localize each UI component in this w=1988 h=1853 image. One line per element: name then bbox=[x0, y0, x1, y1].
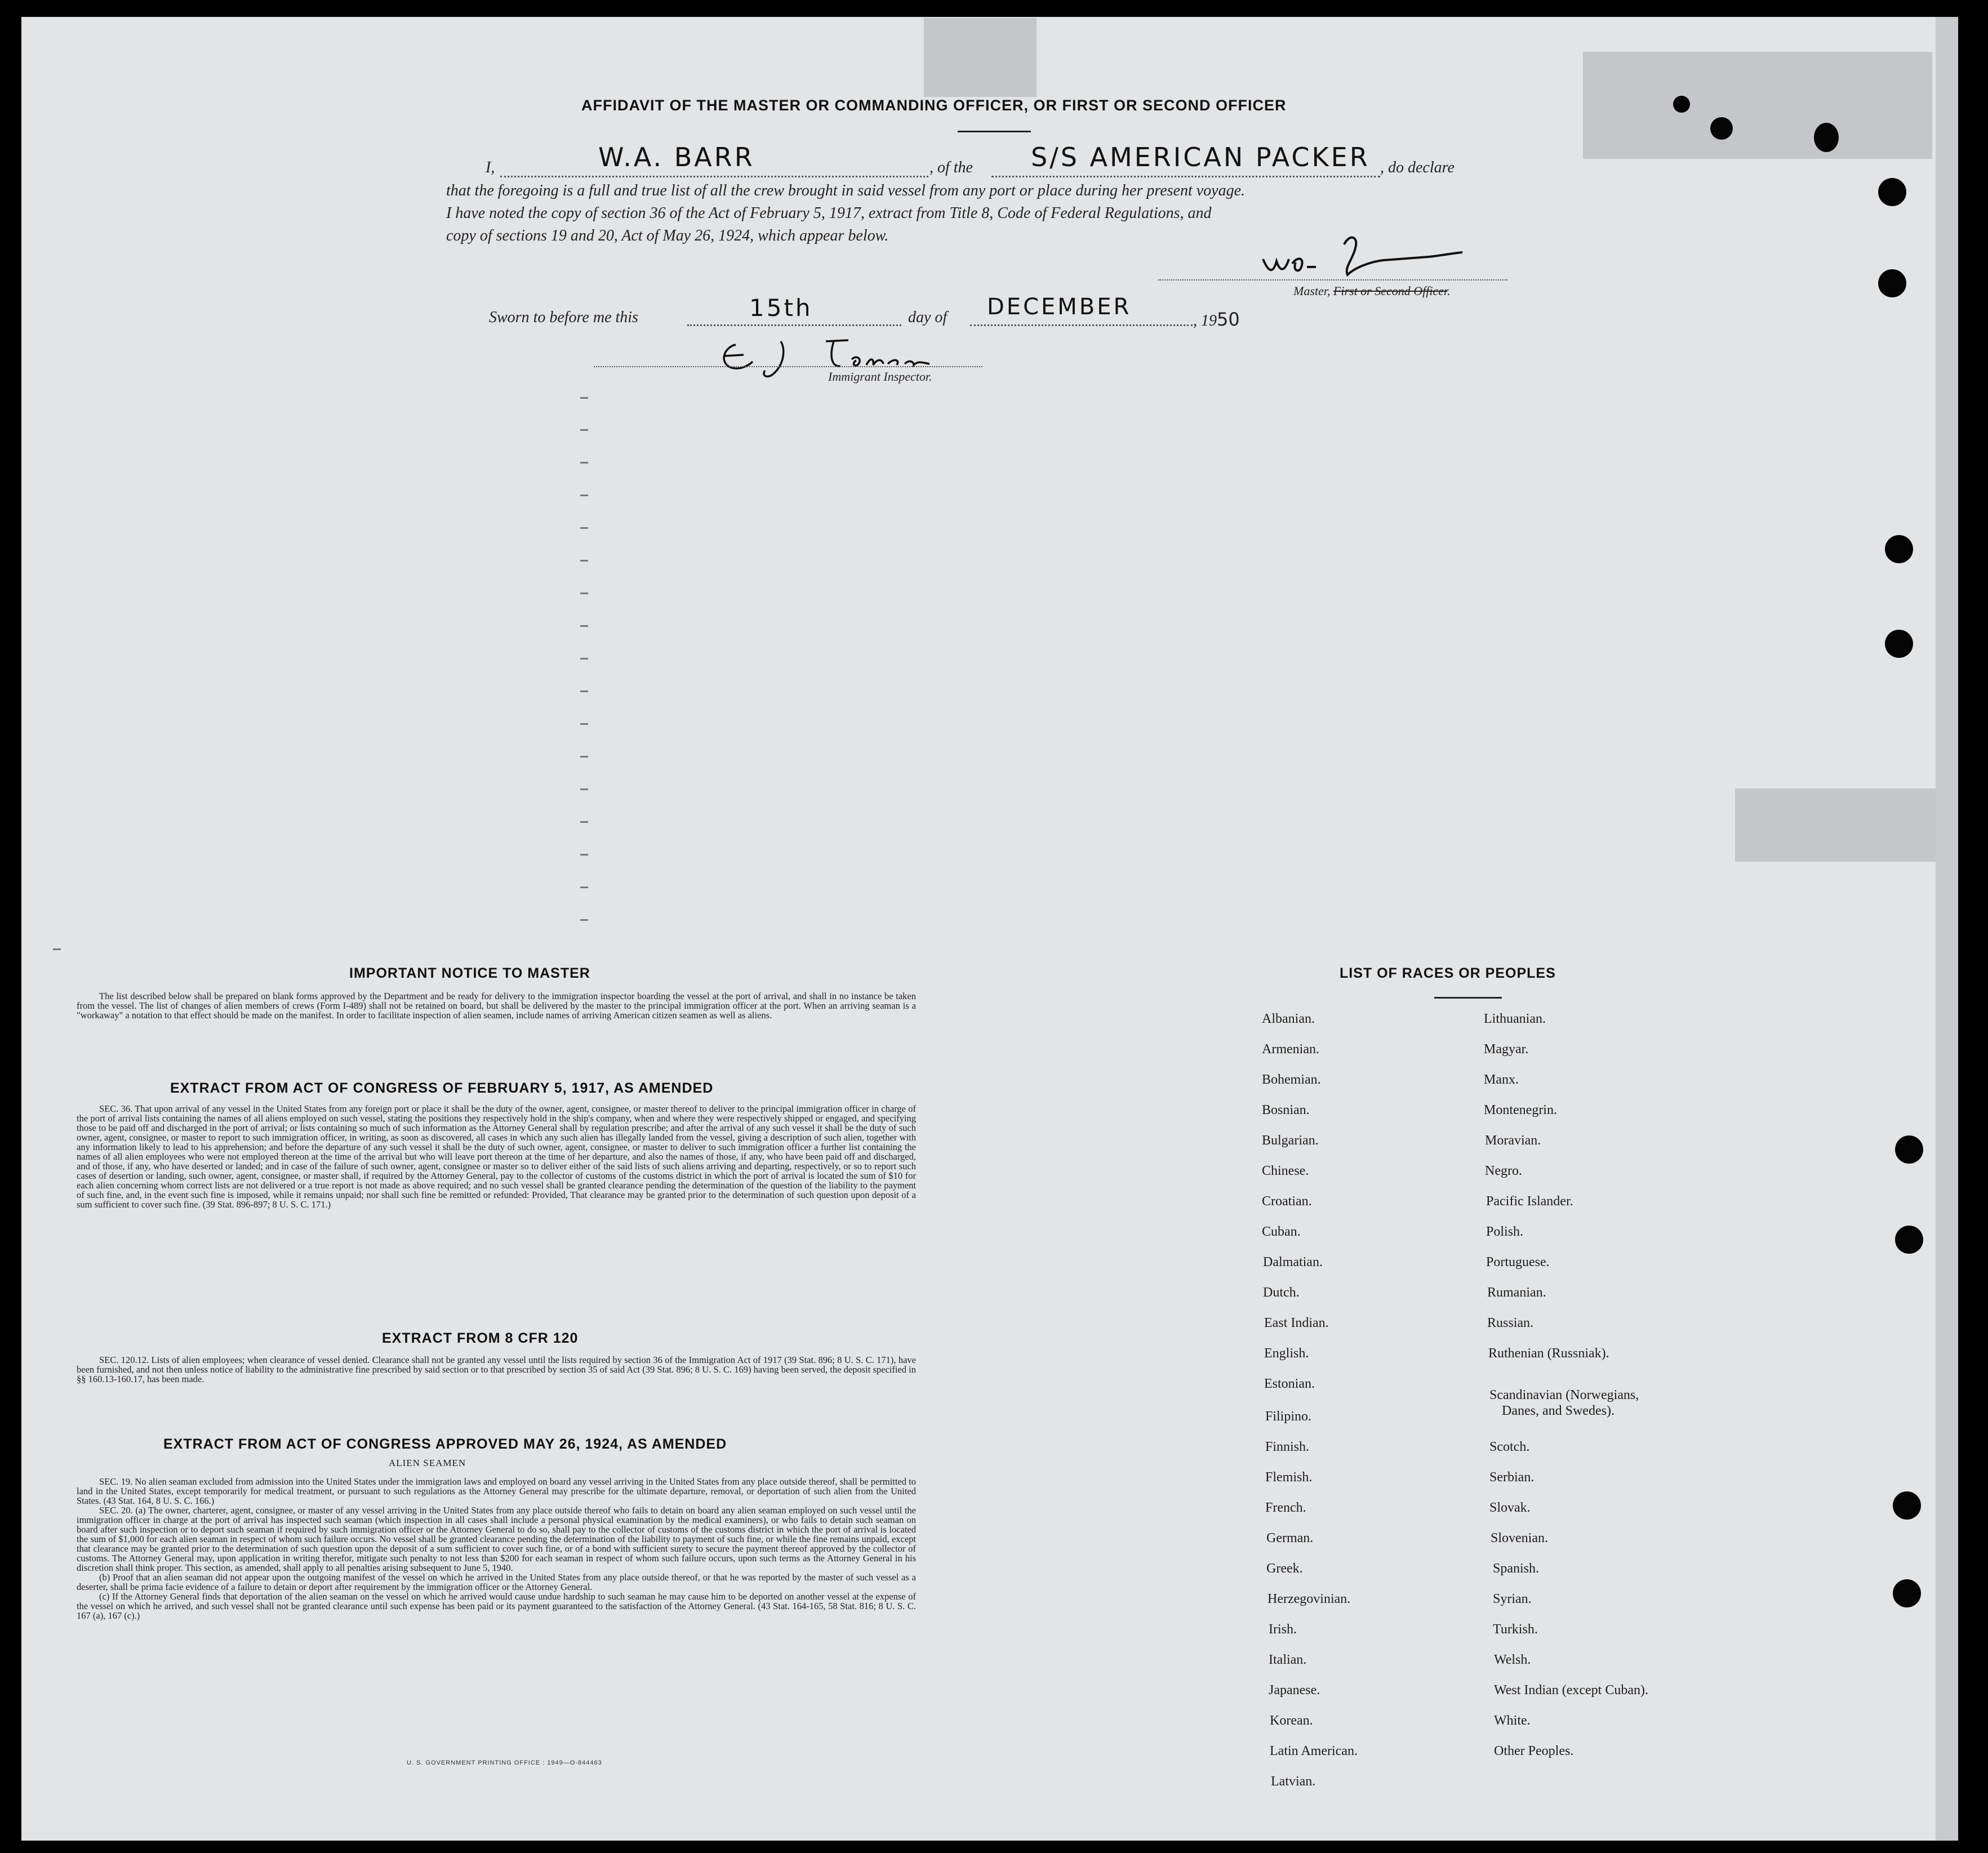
declaration-line-2: that the foregoing is a full and true list of all the crew brought in said vessel from any port or place during her present voyage. bbox=[446, 182, 1246, 199]
race-item: Latvian. bbox=[1271, 1774, 1316, 1789]
sworn-label: Sworn to before me this bbox=[489, 309, 638, 326]
margin-tick bbox=[580, 919, 588, 921]
race-item: Polish. bbox=[1486, 1224, 1524, 1239]
notice-title: IMPORTANT NOTICE TO MASTER bbox=[349, 965, 590, 981]
race-item: Herzegovinian. bbox=[1267, 1592, 1351, 1606]
race-item: Lithuanian. bbox=[1484, 1012, 1546, 1026]
signature-line bbox=[1158, 279, 1507, 280]
race-item: Slovak. bbox=[1489, 1500, 1531, 1515]
margin-tick bbox=[580, 691, 588, 692]
year-handwritten: 50 bbox=[1217, 309, 1240, 330]
year-label bbox=[1193, 309, 1240, 330]
race-item: Manx. bbox=[1484, 1072, 1519, 1087]
race-item: Turkish. bbox=[1493, 1622, 1538, 1637]
race-item: Montenegrin. bbox=[1484, 1103, 1557, 1117]
race-item: Ruthenian (Russniak). bbox=[1488, 1346, 1609, 1361]
race-item: French. bbox=[1265, 1500, 1306, 1515]
margin-tick bbox=[580, 593, 588, 594]
race-item: Other Peoples. bbox=[1494, 1744, 1574, 1758]
race-item: Serbian. bbox=[1489, 1470, 1535, 1485]
race-item: Albanian. bbox=[1262, 1012, 1315, 1026]
notice-paragraph: The list described below shall be prepared on blank forms approved by the Department and be ready for delivery to the immigration inspector boarding the vessel at the port of arrival, and shall in no instance be taken from the vessel. The list of changes of alien members of crews (Form I-489) shall not be retained on board, but shall be delivered by the master to the principal immigration officer at the port. When an arriving seaman is a "workaway" a notation to that effect should be made on the manifest. In order to facilitate inspection of alien seamen, include names of arriving American citizen seamen as well as aliens. bbox=[77, 991, 916, 1021]
race-item: Rumanian. bbox=[1487, 1285, 1546, 1300]
race-item: Chinese. bbox=[1262, 1164, 1309, 1178]
sworn-day: 15th bbox=[749, 294, 813, 322]
declaration-line-4: copy of sections 19 and 20, Act of May 26, 1924, which appear below. bbox=[446, 227, 889, 244]
margin-tick bbox=[580, 560, 588, 562]
margin-tick bbox=[580, 462, 588, 464]
race-item: Danes, and Swedes). bbox=[1502, 1404, 1615, 1418]
extract-1917-body bbox=[77, 1104, 916, 1209]
master-name: W.A. BARR bbox=[598, 142, 755, 172]
day-of-label: day of bbox=[908, 309, 948, 326]
margin-tick bbox=[580, 821, 588, 823]
binder-hole bbox=[1893, 1491, 1921, 1520]
race-item: Pacific Islander. bbox=[1486, 1194, 1573, 1209]
signature-caption-suffix: . bbox=[1447, 284, 1451, 298]
races-rule bbox=[1434, 997, 1502, 999]
binder-hole bbox=[1895, 1135, 1923, 1164]
race-item: Welsh. bbox=[1494, 1652, 1531, 1667]
signature-caption-prefix: Master, bbox=[1293, 284, 1331, 298]
extract-1924-paragraph: (c) If the Attorney General finds that deportation of the alien seaman on the vessel on which he arrived would cause undue hardship to such seaman he may cause him to be deported on another vessel at the expense of the vessel on which he arrived, and such vessel shall not be granted clearance until such expense has been paid or its payment guaranteed to the satisfaction of the Attorney General. (43 Stat. 164-165, 58 Stat. 816; 8 U. S. C. 167 (a), 167 (c).) bbox=[77, 1591, 916, 1621]
margin-tick bbox=[580, 397, 588, 399]
year-prefix: , 19 bbox=[1193, 312, 1217, 329]
declaration-line-3: I have noted the copy of section 36 of the Act of February 5, 1917, extract from Title 8, Code of Federal Regulations, and bbox=[446, 204, 1212, 222]
signature-caption-struck: First or Second Officer bbox=[1333, 284, 1448, 298]
margin-tick bbox=[580, 495, 588, 496]
scan-smudge bbox=[1735, 789, 1936, 862]
vessel-line bbox=[991, 176, 1380, 177]
races-title: LIST OF RACES OR PEOPLES bbox=[1340, 965, 1556, 981]
race-item: Bosnian. bbox=[1262, 1103, 1310, 1117]
race-item: Armenian. bbox=[1262, 1042, 1319, 1057]
printing-office-footer: U. S. GOVERNMENT PRINTING OFFICE : 1949—O-844463 bbox=[407, 1760, 602, 1766]
race-item: Dalmatian. bbox=[1263, 1255, 1323, 1270]
race-item: Scotch. bbox=[1489, 1440, 1530, 1454]
extract-8cfr-body bbox=[77, 1355, 916, 1384]
race-item: Estonian. bbox=[1264, 1377, 1315, 1391]
name-line bbox=[500, 176, 928, 177]
extract-1924-subtitle: ALIEN SEAMEN bbox=[389, 1458, 466, 1468]
inspector-line bbox=[594, 366, 982, 367]
blot-mark bbox=[1814, 123, 1839, 152]
margin-tick bbox=[580, 723, 588, 725]
race-item: Cuban. bbox=[1262, 1224, 1301, 1239]
margin-tick bbox=[580, 789, 588, 790]
scan-smudge bbox=[1583, 52, 1932, 159]
page-edge bbox=[1936, 17, 1958, 1841]
race-item: Negro. bbox=[1485, 1164, 1522, 1178]
extract-1924-paragraph: SEC. 19. No alien seaman excluded from admission into the United States under the immigration laws and employed on board any vessel arriving in the United States from any place outside thereof, shall be permitted to land in the United States, except temporarily for medical treatment, or pursuant to such regulations as the Attorney General may prescribe for the ultimate departure, removal, or deportation of such alien from the United States. (43 Stat. 164, 8 U. S. C. 166.) bbox=[77, 1476, 916, 1506]
binder-hole bbox=[1893, 1579, 1921, 1607]
extract-1917-paragraph: SEC. 36. That upon arrival of any vessel in the United States from any foreign port or place it shall be the duty of the owner, agent, consignee, or master thereof to deliver to the principal immigration officer in charge of the port of arrival lists containing the names of all aliens employed on such vessel, stating the positions they respectively hold in the ship's company, when and where they were respectively shipped or engaged, and specifying those to be paid off and discharged in the port of arrival; or lists containing so much of such information as the Attorney General shall by regulation prescribe; and after the arrival of any such vessel it shall be the duty of such owner, agent, consignee, or master to report to such immigration officer, in writing, as soon as discovered, all cases in which any such alien has illegally landed from the vessel, giving a description of such alien, together with any information likely to lead to his apprehension; and before the departure of any such vessel it shall be the duty of such owner, agent, consignee, or master to deliver to such immigration officer a further list containing the names of all alien employees who were not employed thereon at the time of the arrival but who will leave port thereon at the time of her departure, and also the names of those, if any, who have been paid off and discharged, and of those, if any, who have deserted or landed; and in case of the failure of such owner, agent, consignee or master so to deliver either of the said lists of such aliens arriving and departing, respectively, or so to report such cases of desertion or landing, such owner, agent, consignee, or master shall, if required by the Attorney General, pay to the collector of customs of the customs district in which the port of arrival is located the sum of $10 for each alien concerning whom correct lists are not delivered or a true report is not made as above required; and no such vessel shall be granted clearance pending the determination of the question of the liability to the payment of such fine, and, in the event such fine is imposed, while it remains unpaid; nor shall such fine be remitted or refunded: Provided, That clearance may be granted prior to the determination of such question upon deposit of a sum sufficient to cover such fine. (39 Stat. 896-897; 8 U. S. C. 171.) bbox=[77, 1103, 916, 1210]
extract-1924-body bbox=[77, 1477, 916, 1620]
race-item: Korean. bbox=[1270, 1713, 1313, 1728]
extract-8cfr-title: EXTRACT FROM 8 CFR 120 bbox=[382, 1330, 579, 1346]
race-item: Portuguese. bbox=[1486, 1255, 1550, 1270]
race-item: English. bbox=[1264, 1346, 1309, 1361]
race-item: White. bbox=[1494, 1713, 1531, 1728]
declare-label: , do declare bbox=[1380, 159, 1455, 176]
race-item: Bohemian. bbox=[1262, 1072, 1321, 1087]
race-item: Filipino. bbox=[1265, 1409, 1312, 1424]
scan-smudge bbox=[924, 18, 1037, 97]
extract-1917-title: EXTRACT FROM ACT OF CONGRESS OF FEBRUARY 5, 1917, AS AMENDED bbox=[170, 1080, 714, 1096]
race-item: Magyar. bbox=[1484, 1042, 1529, 1057]
race-item: Flemish. bbox=[1265, 1470, 1313, 1485]
binder-hole bbox=[1878, 178, 1906, 206]
blot-mark bbox=[1710, 117, 1733, 140]
race-item: East Indian. bbox=[1264, 1316, 1329, 1330]
race-item: Scandinavian (Norwegians, bbox=[1489, 1388, 1639, 1402]
title-rule bbox=[958, 131, 1031, 132]
margin-tick bbox=[580, 854, 588, 856]
master-signature bbox=[1260, 228, 1474, 284]
margin-tick bbox=[580, 625, 588, 627]
extract-8cfr-paragraph: SEC. 120.12. Lists of alien employees; when clearance of vessel denied. Clearance shall not be granted any vessel until the lists required by section 36 of the Immigration Act of 1917 (39 Stat. 896; 8 U. S. C. 171), have been furnished, and not then unless notice of liability to the administrative fine prescribed by said section or to that prescribed by section 35 of said Act (39 Stat. 896; 8 U. S. C. 169) having been served, the deposit specified in §§ 160.13-160.17, has been made. bbox=[77, 1355, 916, 1384]
race-item: Bulgarian. bbox=[1262, 1133, 1319, 1148]
race-item: German. bbox=[1266, 1531, 1314, 1545]
race-item: Syrian. bbox=[1493, 1592, 1532, 1606]
sworn-month-line bbox=[970, 324, 1193, 326]
extract-1924-paragraph: (b) Proof that an alien seaman did not appear upon the outgoing manifest of the vessel on which he arrived in the United States from any place outside thereof, or that he was reported by the master of such vessel as a deserter, shall be prima facie evidence of a failure to detain or deport after requirement by the immigration officer or the Attorney General. bbox=[77, 1572, 916, 1592]
race-item: Latin American. bbox=[1270, 1744, 1358, 1758]
binder-hole bbox=[1895, 1226, 1923, 1254]
blot-mark bbox=[1673, 96, 1690, 113]
race-item: Japanese. bbox=[1269, 1683, 1320, 1698]
race-item: Croatian. bbox=[1262, 1194, 1312, 1209]
race-item: Irish. bbox=[1269, 1622, 1297, 1637]
margin-tick bbox=[580, 527, 588, 529]
race-item: Slovenian. bbox=[1491, 1531, 1548, 1545]
sworn-day-line bbox=[687, 324, 901, 326]
signature-caption bbox=[1293, 284, 1451, 299]
inspector-caption: Immigrant Inspector. bbox=[828, 369, 932, 384]
race-item: Dutch. bbox=[1263, 1285, 1300, 1300]
notice-body bbox=[77, 991, 916, 1020]
of-the-label: , of the bbox=[929, 159, 973, 176]
binder-hole bbox=[1885, 630, 1913, 658]
margin-tick bbox=[580, 429, 588, 431]
margin-tick bbox=[53, 948, 61, 950]
vessel-name: S/S AMERICAN PACKER bbox=[1031, 142, 1370, 172]
race-item: Italian. bbox=[1269, 1652, 1307, 1667]
affidavit-title: AFFIDAVIT OF THE MASTER OR COMMANDING OFFICER, OR FIRST OR SECOND OFFICER bbox=[581, 97, 1287, 114]
margin-tick bbox=[580, 756, 588, 758]
sworn-month: DECEMBER bbox=[987, 294, 1132, 320]
race-item: Moravian. bbox=[1485, 1133, 1541, 1148]
binder-hole bbox=[1885, 535, 1913, 563]
race-item: Spanish. bbox=[1493, 1561, 1540, 1576]
race-item: Greek. bbox=[1266, 1561, 1303, 1576]
race-item: Russian. bbox=[1487, 1316, 1534, 1330]
declarant-label: I, bbox=[486, 159, 495, 176]
race-item: Finnish. bbox=[1265, 1440, 1310, 1454]
race-item: West Indian (except Cuban). bbox=[1494, 1683, 1648, 1698]
extract-1924-title: EXTRACT FROM ACT OF CONGRESS APPROVED MAY 26, 1924, AS AMENDED bbox=[163, 1436, 727, 1452]
margin-tick bbox=[580, 658, 588, 660]
margin-tick bbox=[580, 887, 588, 888]
extract-1924-paragraph: SEC. 20. (a) The owner, charterer, agent, consignee, or master of any vessel arriving in the United States from any place outside thereof who fails to detain on board any alien seaman employed on such vessel until the immigration officer in charge at the port of arrival has inspected such seaman (which inspection in all cases shall include a personal physical examination by the medical examiners), or who fails to detain such seaman on board after such inspection or to deport such seaman if required by such immigration officer or the Attorney General to do so, shall pay to the collector of customs of the customs district in which the port of arrival is located the sum of $1,000 for each alien seaman in respect of whom such failure occurs. No vessel shall be granted clearance pending the determination of the liability to payment of such fine, or while the fine remains unpaid, except that clearance may be granted prior to the determination of such question upon the deposit of a sum sufficient to cover such fine, or of a bond with sufficient surety to secure the payment thereof approved by the collector of customs. The Attorney General may, upon application in writing therefor, mitigate such penalty to not less than $200 for each seaman in respect of whom such failure occurs, upon such terms as the Attorney General in his discretion shall think proper. This section, as amended, shall apply to all penalties arising subsequent to June 5, 1940. bbox=[77, 1505, 916, 1573]
binder-hole bbox=[1878, 269, 1906, 297]
